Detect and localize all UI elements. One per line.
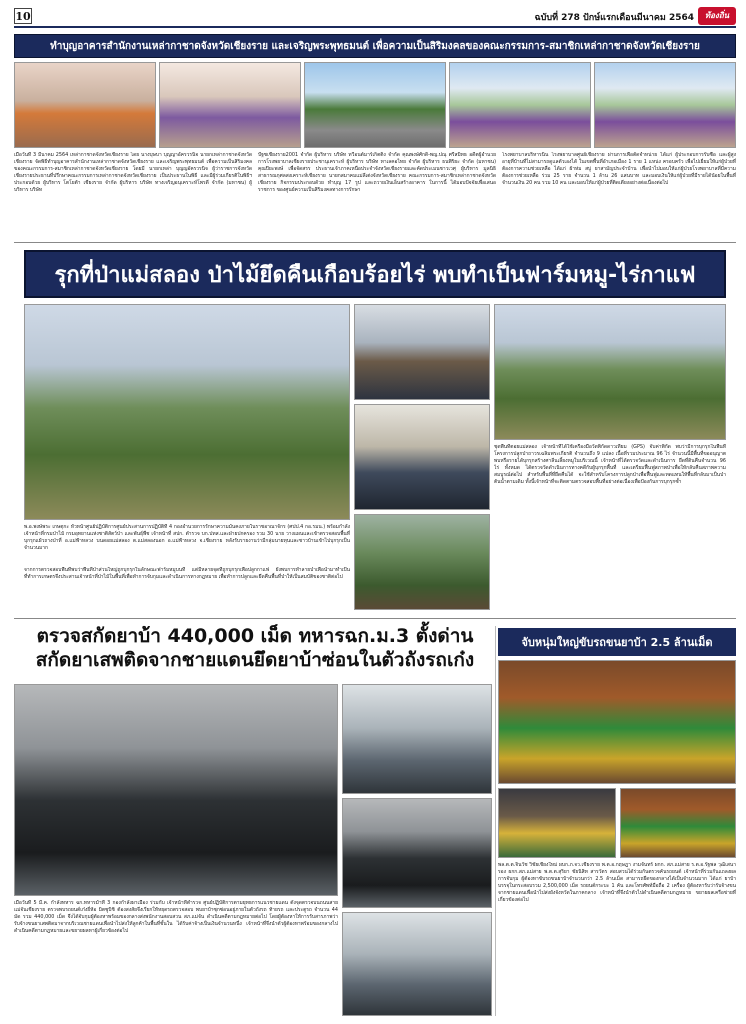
page-number: 10 (15, 10, 31, 23)
page-header (14, 6, 736, 28)
photo-press-conference (498, 660, 736, 784)
article4-body: พล.ต.ต.จินวัช วิชัยเชียงใหม่ ผบก.ภ.จว.เชียงราย พ.ต.อ.กฤษฎา งามจันทร์ ผกก. สภ.แม่สาย ร.ต.อ.รัฐพล วุฒิเสนา รอง ผกก.สภ.แม่สาย พ.ต.ต.สุริยา ชัยนิสิท สารวัตร สอบสวนได้ร่วมกันตรวจค้นรถยนต์ เจ้าหน้าที่ร่วมกันแถลงผลการจับกุม ผู้ต้องหาขับรถขนยาบ้าจำนวนกว่า 2.5 ล้านเม็ด สามารถยึดของกลางได้เป็นจำนวนมาก ได้แก่ ยาบ้าบรรจุในกระสอบรวม 2,500,000 เม็ด รถยนต์กระบะ 1 คัน และโทรศัพท์มือถือ 2 เครื่อง ผู้ต้องหารับว่ารับจ้างขนจากชายแดนเพื่อนำไปส่งยังจังหวัดในภาคกลาง เจ้าหน้าที่จึงนำตัวไปดำเนินคดีตามกฎหมาย ขยายผลเครือข่ายที่เกี่ยวข้องต่อไป (498, 862, 736, 903)
photo-officers-hillside (494, 304, 726, 440)
section-divider (14, 618, 736, 619)
article1-headline: ทำบุญอาคารสำนักงานเหล่ากาชาดจังหวัดเชียงราย และเจริญพระพุทธมนต์ เพื่อความเป็นสิริมงคลของคณะกรรมการ-สมาชิกเหล่ากาชาดจังหวัดเชียงราย (14, 34, 736, 58)
newspaper-logo: ท้องถิ่น (698, 7, 736, 25)
photo-mountain-inspection (24, 304, 350, 520)
article2-headline: รุกที่ป่าแม่สลอง ป่าไม้ยึดคืนเกือบร้อยไร่ พบทำเป็นฟาร์มหมู-ไร่กาแฟ (24, 250, 726, 298)
article1-column-1: เมื่อวันที่ 3 มีนาคม 2564 เหล่ากาชาดจังหวัดเชียงราย โดย นางบุษบา บุญญาอัครวรนิจ นายกเหล่ากาชาดจังหวัดเชียงราย จัดพิธีทำบุญอาคารสำนักงานเหล่ากาชาดจังหวัดเชียงราย และเจริญพระพุทธมนต์ เพื่อความเป็นสิริมงคลของคณะกรรมการ-สมาชิกเหล่ากาชาดจังหวัดเชียงราย โดยมี นายกเหล่า บุญญอัครวรนิจ ผู้ว่าราชการจังหวัดเชียงรายประธานที่ปรึกษาคณะกรรมการเหล่ากาชาดจังหวัดเชียงราย เป็นประธานในพิธี และมีผู้ร่วมเกียรติในพิธีฯ ประกอบด้วย ผู้บริหาร โตโยต้า เชียงราย จำกัด ผู้บริหาร บริษัท ทางเจริญอนุเคราะห์โพรดี จำกัด (มหาชน) ผู้บริหาร บริษัท (14, 152, 252, 193)
column-divider (495, 626, 496, 1016)
photo-checkpoint-car (342, 684, 492, 794)
issue-info: ฉบับที่ 278 ปักษ์แรกเดือนมีนาคม 2564 (534, 13, 694, 23)
photo-donation-group (449, 62, 591, 148)
photo-donation-handover (594, 62, 736, 148)
article2-body-right: ชุดพื้นที่ตอยแม่สลอง เจ้าหน้าที่ได้ใช้เครื่องมือวัดพิกัดดาวเทียม (GPS) จับค่าพิกัด พบว่ามีการบุกรุกในพื้นที่โครงการปลูกป่าถาวรเฉลิมพระเกียรติ จำนวนถึง 9 แปลง เนื้อที่รวมประมาณ 96 ไร่ จำนวนนี้มีพื้นที่ขออนุญาตพบหรือรายได้บุกรุกสร้างศาลีนเลี้ยงหมูในบริเวณนี้ เจ้าหน้าที่ได้ตรวจวัดและดำเนินการ ยึดที่ดินคืนจำนวน 96 ไร่ ทั้งหมด ได้ตรวจวัดดำเนินการทางคดีกับผู้บุกรุกพื้นที่ และเตรียมฟื้นฟูสภาพป่าเพื่อให้กลับคืนสภาพความสมบูรณ์ต่อไป สำหรับพื้นที่ที่ยึดคืนได้ จะใช้สำหรับโครงการปลูกป่าเพื่อฟื้นฟูและทดแทนให้พื้นที่กลับมาเป็นป่าต้นน้ำตามเดิม ทั้งนี้เจ้าหน้าที่จะติดตามตรวจสอบพื้นที่อย่างต่อเนื่องเพื่อป้องกันการบุกรุกซ้ำ (494, 444, 726, 485)
section-divider (14, 242, 736, 243)
article4-headline: จับหนุ่มใหญ่ขับรถขนยาบ้า 2.5 ล้านเม็ด (498, 628, 736, 656)
photo-ceremony-monks (14, 62, 156, 148)
article2-body-left: จากการตรวจสอบพื้นที่พบว่าพื้นที่ป่าส่วนใหญ่ถูกบุกรุกในลักษณะฟาร์มหมูบนที่ แต่มีหลายจุดที่ถูกบุกรุกเพื่อปลูกกาแฟ ยังพบการทำลายป่าเพื่อนำมาทำเป็นที่ทำการเกษตรจึงประสานเจ้าหน้าที่ป่าไม้ในพื้นที่เพื่อทำการจับกุมและดำเนินการทางกฎหมาย เพื่อทำการปลูกและยึดคืนพื้นที่ป่าให้เป็นสมบัติของชาติต่อไป (24, 567, 350, 580)
photo-seized-drugs-2 (620, 788, 736, 858)
article1-column-3: โรงพยาบาลบริหารนิน โรงพยาบาลศูนย์เชียงราย ผ่านการเพื่อตัดจำหน่าย ได้แก่ ผู้ประกอบการรับซื้อ และผู้สูงอายุที่บ้านที่ไม่สามารถดูแลตัวเองได้ ในเขตพื้นที่อำเภอเมือง 1 ราย 1 แหน่ง ครอบครัว เพื่อไปเยี่ยมให้แก่ผู้ป่วยที่ต้องการความช่วยเหลือ ได้แก่ ผ้าห่ม สบู่ ยาสามัญประจำบ้าน เพื่อนำไปมอบให้แก่ผู้ป่วยโรงพยาบาลที่มีความต้องการช่วยเหลือ ร่วม 25 ราย จำนวน 1 ล้าน 26 แสนบาท และมอบเงินให้แก่ผู้ป่วยที่มีรายได้น้อยในพื้นที่ จำนวนเงิน 20 คน รวม 10 คน และมอบให้แก่ผู้ป่วยที่ติดเตียงอย่างต่อเนื่องต่อไป (502, 152, 736, 186)
photo-donated-bicycles (304, 62, 446, 148)
article3-body: เมื่อวันที่ 5 มี.ค. กำลังทหาร ฉก.ทหารม้าที่ 3 กองกำลังผาเมือง ร่วมกับ เจ้าหน้าที่ตำรวจ ศูนย์ปฏิบัติการตามยุทธการแนวชายแดน ตั้งจุดตรวจบนถนนสายแม่จันเชียงราย ตรวจพบรถยนต์เก๋งยี่ห้อ มิตซูบิชิ ต้องสงสัยจึงเรียกให้หยุดรถตรวจสอบ พบยาบ้าซุกซ่อนอยู่ภายในตัวถังรถ ท้ายรถ และประตูรถ จำนวน 44 มัด รวม 440,000 เม็ด จึงได้จับกุมผู้ต้องหาพร้อมของกลางส่งพนักงานสอบสวน สภ.แม่จัน ดำเนินคดีตามกฎหมายต่อไป โดยผู้ต้องหาให้การรับสารภาพว่ารับจ้างขนยาเสพติดมาจากบริเวณชายแดนเพื่อนำไปส่งให้ลูกค้าในพื้นที่ชั้นใน ได้รับค่าจ้างเป็นเงินจำนวนหนึ่ง เจ้าหน้าที่จึงนำตัวผู้ต้องหาพร้อมของกลางไปดำเนินคดีตามกฎหมายและขยายผลหาผู้เกี่ยวข้องต่อไป (14, 900, 338, 934)
photo-drugs-seized-car (14, 684, 338, 896)
photo-meeting-2 (354, 404, 490, 510)
article2-photo-caption: พ.อ.พงษ์พระ เกษตุกะ หัวหน้าศูนย์ปฏิบัติการศูนย์ประสานการปฏิบัติที่ 4 กองอำนวยการรักษาความมั่นคงภายในราชอาณาจักร (ศปป.4 กอ.รมน.) พร้อมกำลัง เจ้าหน้าที่กรมป่าไม้ กรมอุทยานแห่งชาติสัตว์ป่า และพันธุ์พืช เจ้าหน้าที่ สปก. ตำรวจ บก.ปทส.และฝ่ายปกครอง รวม 30 นาย วางแผนและเข้าตรวจสอบพื้นที่บุกรุกแผ้วถางป่าที่ อ.แม่ฟ้าหลวง บนดอยแม่สลอง ต.แม่สลองนอก อ.แม่ฟ้าหลวง จ.เชียงราย หลังรับรายงานว่ามีกลุ่มนายทุนและชาวบ้านเข้าไปบุกรุกเป็นจำนวนมาก (24, 524, 350, 551)
photo-forest-patrol (354, 514, 490, 610)
photo-meeting-1 (354, 304, 490, 400)
photo-car-interior (342, 912, 492, 1016)
photo-ceremony-hall (159, 62, 301, 148)
article3-headline: ตรวจสกัดยาบ้า 440,000 เม็ด ทหารฉก.ม.3 ตั้งด่านสกัดยาเสพติดจากชายแดนยึดยาบ้าซ่อนในตัวถังรถเก๋ง (35, 625, 475, 671)
photo-seized-drugs-1 (498, 788, 616, 858)
photo-car-trunk (342, 798, 492, 908)
article1-column-2: ปัฐชเชียงราย2001 จำกัด ผู้บริหาร บริษัท ทวีอนต์มาร์เก็ตติ้ง จำกัด คุณพงษ์ศักดิ์-พญ.ปณุ ศรีสมิทธ อดีตผู้อำนวยการโรงพยาบาลเชียงรายประชานุเคราะห์ ผู้บริหาร บริษัท ทาเลคอไทย จำกัด ผู้บริหาร ธนพิริยะ จำกัด (มหาชน) คุณปิยะพงษ์ เพื่อจัดสรร ประธานเจ้าภาคเหนือประจำจังหวัดเชียงรายและคัดประเมนชาวเวศุ ผู้บริหาร มูลนิธิสาธารณกุศลสงเคราะห์เชียงราย นายกสมาคมแม่ลีเต่งจังหวัดเชียงราย คณะกรรมการ-สมาชิกเหล่ากาชาดจังหวัดเชียงราย กิจกรรมประกอบด้วย ทำบุญ 17 รูป และถวายเงินเอ็นสร้างอาคาร ในการนี้ ได้มอบปัจจัยเพื่อเสนอราชการ ของศูนย์ความเป็นสิริมงคลทางการรักษา (258, 152, 496, 193)
